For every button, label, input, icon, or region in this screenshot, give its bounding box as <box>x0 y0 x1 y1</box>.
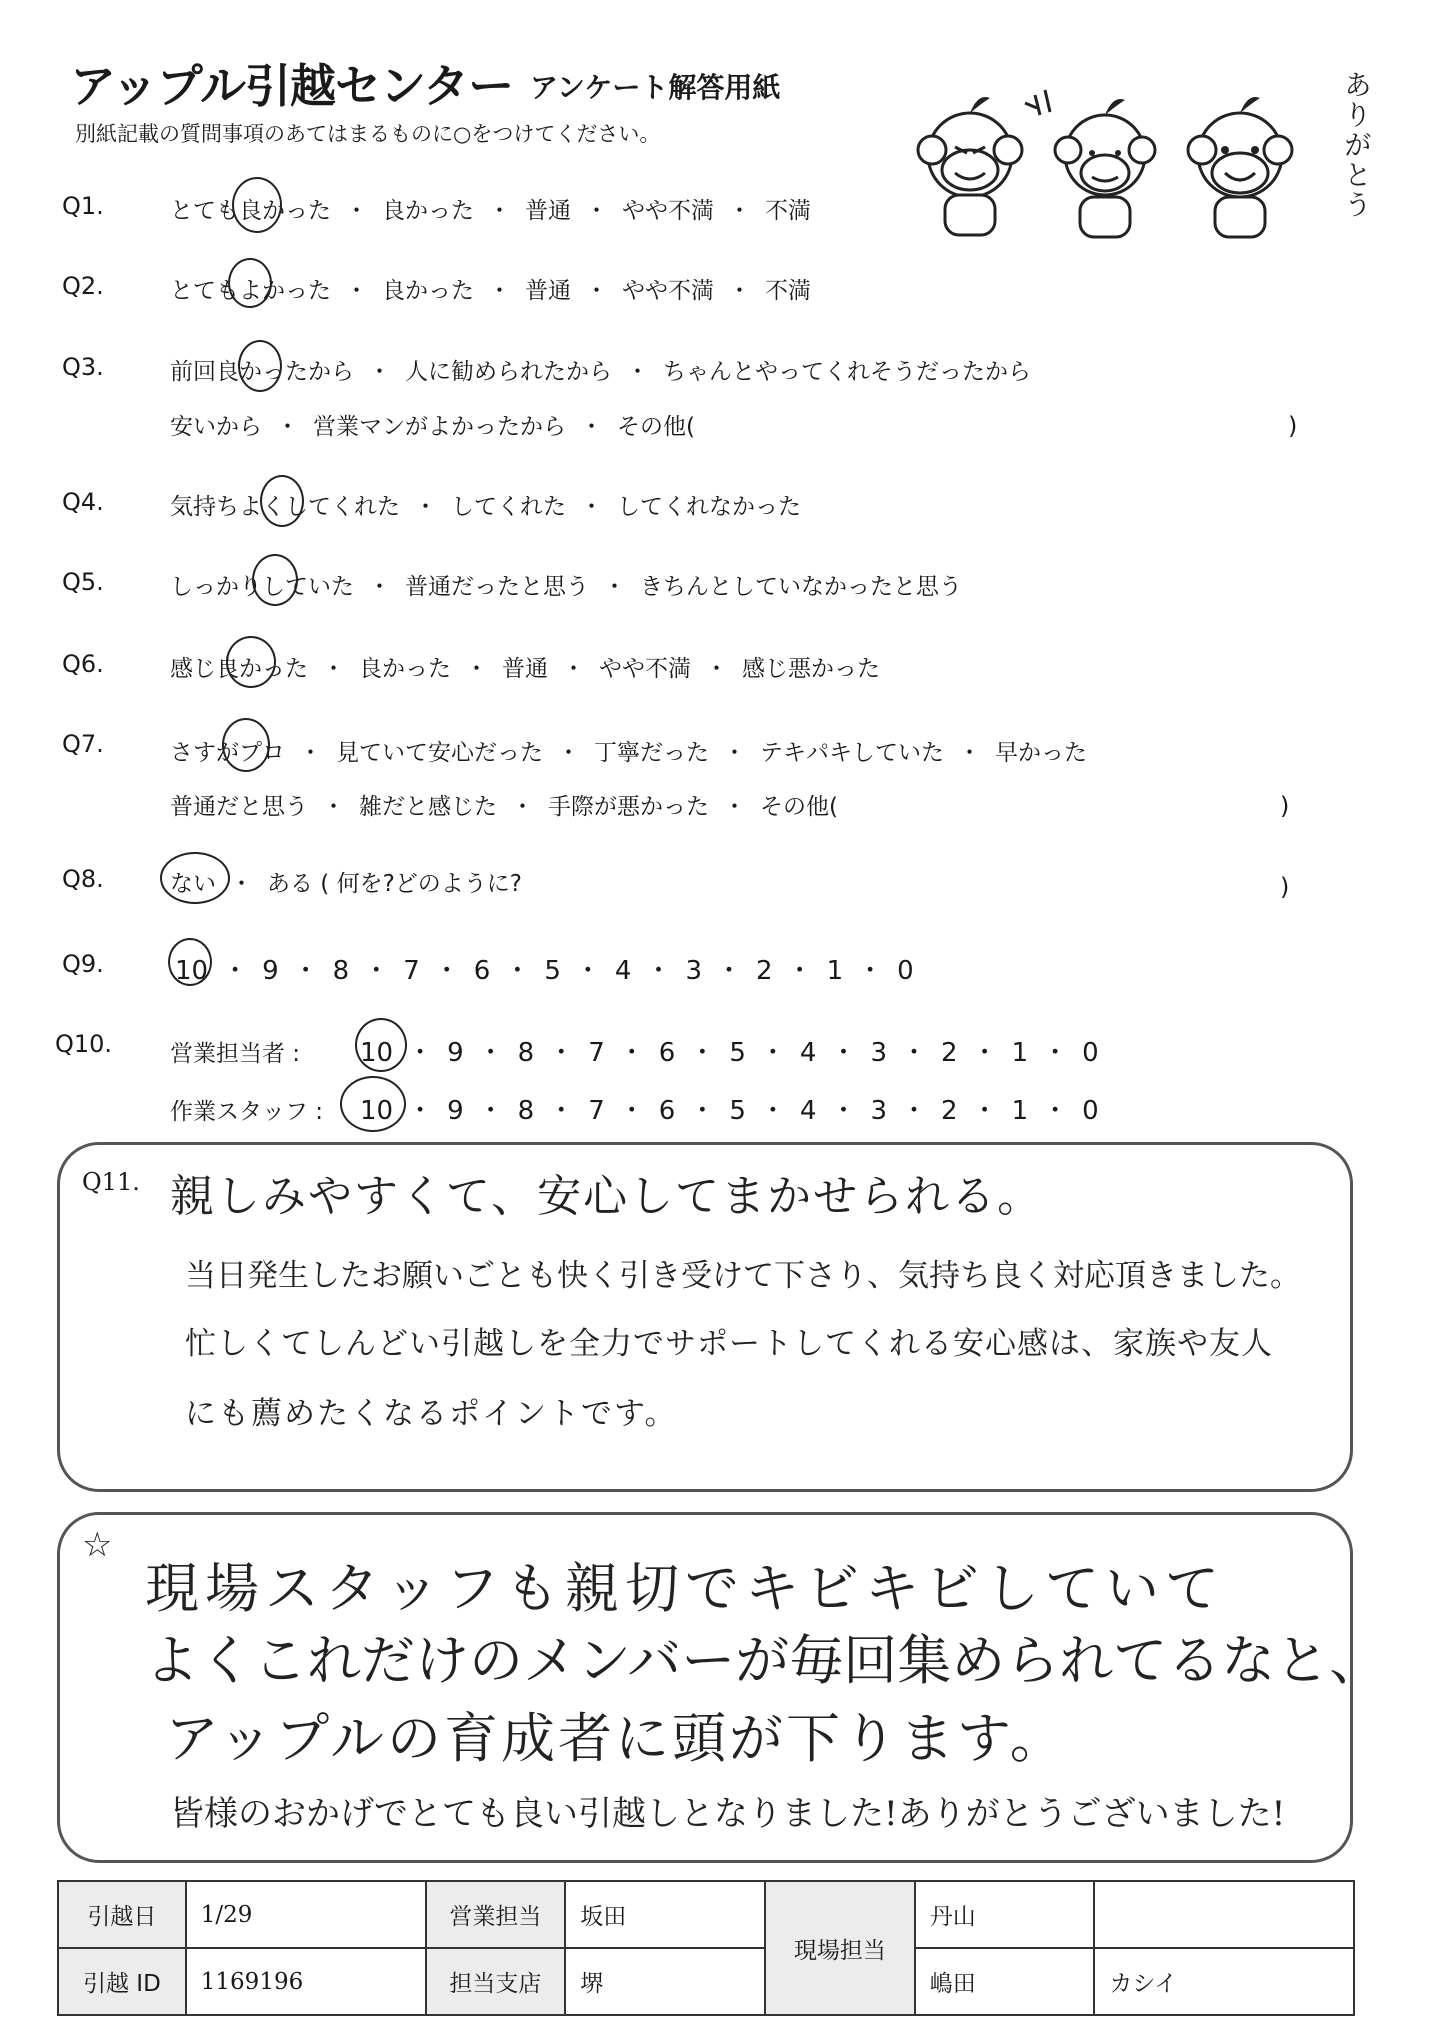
answer-circle <box>260 475 304 527</box>
q9-score[interactable]: 5 <box>544 956 561 986</box>
q1-option[interactable]: 良かった <box>382 198 474 224</box>
q2-option[interactable]: 不満 <box>765 278 811 304</box>
form-subtitle: アンケート解答用紙 <box>530 71 781 104</box>
q2-option[interactable]: とてもよかった <box>170 278 331 304</box>
q3-options-line1 <box>170 353 1031 386</box>
separator: ・ <box>618 1096 645 1126</box>
q7-option[interactable]: さすがプロ <box>170 740 285 766</box>
branch-label: 担当支店 <box>426 1948 566 2015</box>
separator: ・ <box>548 1038 575 1068</box>
site-manager-value: 丹山 <box>915 1881 1095 1948</box>
separator: ・ <box>368 359 391 385</box>
separator: ・ <box>830 1038 857 1068</box>
answer-circle <box>355 1018 407 1072</box>
q10-staff-score[interactable]: 0 <box>1082 1096 1099 1126</box>
q10-sales-score[interactable]: 6 <box>658 1038 676 1068</box>
separator: ・ <box>488 198 511 224</box>
move-id-label: 引越 ID <box>58 1948 186 2015</box>
separator: ・ <box>322 656 345 682</box>
q2-option[interactable]: 普通 <box>525 278 571 304</box>
q4-option[interactable]: してくれた <box>451 494 566 520</box>
q9-score[interactable]: 7 <box>403 956 420 986</box>
sales-rep-value: 坂田 <box>565 1881 765 1948</box>
separator: ・ <box>414 494 437 520</box>
separator: ・ <box>488 278 511 304</box>
move-id-value: 1169196 <box>186 1948 426 2015</box>
star-mark: ☆ <box>82 1525 113 1565</box>
move-info-table <box>57 1880 1355 2016</box>
q7-option[interactable]: 手際が悪かった <box>548 794 709 820</box>
q10-sales-score[interactable]: 3 <box>870 1038 888 1068</box>
q10-staff-score[interactable]: 8 <box>517 1096 535 1126</box>
separator: ・ <box>626 359 649 385</box>
separator: ・ <box>857 956 884 986</box>
q7-option[interactable]: 早かった <box>995 740 1087 766</box>
q4-option[interactable]: 気持ちよくしてくれた <box>170 494 400 520</box>
q9-scale <box>175 950 914 987</box>
q4-option[interactable]: してくれなかった <box>617 494 801 520</box>
separator: ・ <box>407 1096 434 1126</box>
move-date-value: 1/29 <box>186 1881 426 1948</box>
q9-score[interactable]: 9 <box>262 956 279 986</box>
q10-sales-score[interactable]: 2 <box>941 1038 958 1068</box>
separator: ・ <box>477 1038 504 1068</box>
answer-circle <box>222 718 270 772</box>
separator: ・ <box>465 656 488 682</box>
q5-option[interactable]: きちんとしていなかったと思う <box>640 574 962 600</box>
q10-staff-score[interactable]: 2 <box>941 1096 958 1126</box>
answer-circle <box>160 852 230 904</box>
q3-option[interactable]: 前回良かったから <box>170 359 354 385</box>
separator: ・ <box>574 956 601 986</box>
star-comment-line: よくこれだけのメンバーが毎回集められてるなと、 <box>145 1629 1384 1692</box>
q6-option[interactable]: 良かった <box>359 656 451 682</box>
answer-circle <box>340 1076 406 1132</box>
q9-score[interactable]: 4 <box>614 956 632 986</box>
q1-option[interactable]: やや不満 <box>622 198 714 224</box>
q7-option[interactable]: 見ていて安心だった <box>336 740 543 766</box>
q3-label: Q3. <box>62 353 104 381</box>
q10-sales-score[interactable]: 8 <box>517 1038 535 1068</box>
answer-circle <box>232 177 282 233</box>
q5-option[interactable]: しっかりしていた <box>170 574 354 600</box>
q7-option[interactable]: 普通だと思う <box>170 794 308 820</box>
q10-staff-score[interactable]: 5 <box>729 1096 746 1126</box>
brand-title: アップル引越センター <box>70 59 514 113</box>
q10-staff-score[interactable]: 4 <box>799 1096 817 1126</box>
separator: ・ <box>276 414 299 440</box>
q7-label: Q7. <box>62 730 104 758</box>
separator: ・ <box>759 1096 786 1126</box>
q10-staff-score[interactable]: 7 <box>588 1096 605 1126</box>
closing-paren: ) <box>1280 873 1290 901</box>
sales-rep-label: 営業担当 <box>426 1881 566 1948</box>
q11-comment-line: にも薦めたくなるポイントです。 <box>185 1396 678 1432</box>
star-comment-line: 現場スタッフも親切でキビキビしていて <box>145 1557 1225 1620</box>
q7-option[interactable]: 丁寧だった <box>594 740 709 766</box>
separator: ・ <box>723 740 746 766</box>
q10-staff-score[interactable]: 1 <box>1011 1096 1029 1126</box>
q1-label: Q1. <box>62 192 104 220</box>
answer-circle <box>228 258 272 308</box>
q11-label: Q11. <box>82 1168 140 1196</box>
q1-option[interactable]: 不満 <box>765 198 811 224</box>
closing-paren: ) <box>1288 412 1298 440</box>
separator: ・ <box>645 956 672 986</box>
site-manager-label: 現場担当 <box>765 1881 915 2015</box>
q10-staff-score[interactable]: 9 <box>447 1096 464 1126</box>
q7-option[interactable]: その他( <box>760 794 838 820</box>
q10-label: Q10. <box>55 1030 113 1058</box>
q9-score[interactable]: 10 <box>175 956 209 986</box>
separator: ・ <box>723 794 746 820</box>
separator: ・ <box>511 794 534 820</box>
q6-label: Q6. <box>62 650 104 678</box>
q3-options-line2 <box>170 408 695 441</box>
q9-score[interactable]: 2 <box>756 956 773 986</box>
answer-circle <box>226 636 276 688</box>
q9-score[interactable]: 8 <box>332 956 350 986</box>
separator: ・ <box>705 656 728 682</box>
q1-option[interactable]: 普通 <box>525 198 571 224</box>
q9-score[interactable]: 0 <box>897 956 914 986</box>
answer-circle <box>238 340 282 392</box>
branch-value: 堺 <box>565 1948 765 2015</box>
q5-option[interactable]: 普通だったと思う <box>405 574 589 600</box>
site-manager-value: 嶋田 <box>915 1948 1095 2015</box>
separator: ・ <box>901 1096 928 1126</box>
site-manager-value: カシイ <box>1094 1948 1354 2015</box>
separator: ・ <box>716 956 743 986</box>
q3-option[interactable]: 営業マンがよかったから <box>313 414 566 440</box>
separator: ・ <box>562 656 585 682</box>
separator: ・ <box>958 740 981 766</box>
q2-label: Q2. <box>62 272 104 300</box>
separator: ・ <box>345 198 368 224</box>
separator: ・ <box>580 414 603 440</box>
separator: ・ <box>504 956 531 986</box>
move-date-label: 引越日 <box>58 1881 186 1948</box>
q4-label: Q4. <box>62 488 104 516</box>
q8-option[interactable]: ない <box>170 871 216 897</box>
separator: ・ <box>368 574 391 600</box>
separator: ・ <box>292 956 319 986</box>
separator: ・ <box>1042 1038 1069 1068</box>
q9-score[interactable]: 6 <box>473 956 491 986</box>
separator: ・ <box>689 1096 716 1126</box>
separator: ・ <box>230 871 253 897</box>
q5-label: Q5. <box>62 568 104 596</box>
star-comment-line: 皆様のおかげでとても良い引越しとなりました!ありがとうございました! <box>170 1794 1286 1834</box>
q11-comment-line: 親しみやすくて、安心してまかせられる。 <box>170 1171 1044 1222</box>
q10-staff-row <box>170 1090 1099 1127</box>
separator: ・ <box>363 956 390 986</box>
separator: ・ <box>580 494 603 520</box>
q10-sales-score[interactable]: 9 <box>447 1038 464 1068</box>
q10-sales-score[interactable]: 5 <box>729 1038 746 1068</box>
separator: ・ <box>830 1096 857 1126</box>
mascot-caption: ありがとう <box>1340 70 1373 220</box>
q3-option[interactable]: 人に勧められたから <box>405 359 612 385</box>
q10-staff-score[interactable]: 3 <box>870 1096 888 1126</box>
separator: ・ <box>786 956 813 986</box>
separator: ・ <box>557 740 580 766</box>
separator: ・ <box>971 1096 998 1126</box>
q7-options-line2 <box>170 788 838 821</box>
answer-circle <box>252 554 298 606</box>
separator: ・ <box>689 1038 716 1068</box>
separator: ・ <box>585 278 608 304</box>
separator: ・ <box>477 1096 504 1126</box>
q6-option[interactable]: 感じ悪かった <box>742 656 880 682</box>
separator: ・ <box>971 1038 998 1068</box>
q9-label: Q9. <box>62 950 104 978</box>
separator: ・ <box>322 794 345 820</box>
separator: ・ <box>407 1038 434 1068</box>
q7-option[interactable]: テキパキしていた <box>760 740 944 766</box>
separator: ・ <box>548 1096 575 1126</box>
separator: ・ <box>603 574 626 600</box>
mascot-illustration <box>880 55 1350 245</box>
separator: ・ <box>1042 1096 1069 1126</box>
q7-options-line1 <box>170 734 1087 767</box>
q10-staff-score[interactable]: 6 <box>658 1096 676 1126</box>
q9-score[interactable]: 3 <box>685 956 703 986</box>
q6-option[interactable]: 感じ良かった <box>170 656 308 682</box>
q2-option[interactable]: 良かった <box>382 278 474 304</box>
separator: ・ <box>759 1038 786 1068</box>
separator: ・ <box>585 198 608 224</box>
q8-label: Q8. <box>62 865 104 893</box>
q10-sales-row <box>170 1032 1099 1069</box>
separator: ・ <box>299 740 322 766</box>
separator: ・ <box>433 956 460 986</box>
separator: ・ <box>345 278 368 304</box>
instructions: 別紙記載の質問事項のあてはまるものに○をつけてください。 <box>75 122 661 146</box>
q8-option[interactable]: ある ( 何を?どのように? <box>267 871 523 897</box>
q10-sales-label: 営業担当者 : <box>170 1041 301 1067</box>
q10-sales-score[interactable]: 0 <box>1082 1038 1099 1068</box>
q9-score[interactable]: 1 <box>826 956 844 986</box>
star-comment-line: アップルの育成者に頭が下ります。 <box>165 1707 1067 1770</box>
q10-staff-label: 作業スタッフ : <box>170 1099 324 1125</box>
q10-sales-score[interactable]: 4 <box>799 1038 817 1068</box>
q3-option[interactable]: 安いから <box>170 414 262 440</box>
q10-staff-score[interactable]: 10 <box>360 1096 394 1126</box>
q10-sales-score[interactable]: 10 <box>360 1038 394 1068</box>
q11-comment-line: 当日発生したお願いごとも快く引き受けて下さり、気持ち良く対応頂きました。 <box>185 1258 1301 1294</box>
q6-option[interactable]: 普通 <box>502 656 548 682</box>
separator: ・ <box>728 278 751 304</box>
separator: ・ <box>728 198 751 224</box>
q3-option[interactable]: ちゃんとやってくれそうだったから <box>663 359 1031 385</box>
separator: ・ <box>901 1038 928 1068</box>
q6-options <box>170 650 880 683</box>
site-manager-extra <box>1094 1881 1354 1948</box>
separator: ・ <box>618 1038 645 1068</box>
separator: ・ <box>222 956 249 986</box>
closing-paren: ) <box>1280 792 1290 820</box>
q7-option[interactable]: 雑だと感じた <box>359 794 497 820</box>
q10-sales-score[interactable]: 1 <box>1011 1038 1029 1068</box>
q10-sales-score[interactable]: 7 <box>588 1038 605 1068</box>
answer-circle <box>168 938 212 986</box>
q3-option[interactable]: その他( <box>617 414 695 440</box>
q11-comment-line: 忙しくてしんどい引越しを全力でサポートしてくれる安心感は、家族や友人 <box>185 1326 1273 1362</box>
q1-option[interactable]: とても良かった <box>170 198 331 224</box>
q2-option[interactable]: やや不満 <box>622 278 714 304</box>
q6-option[interactable]: やや不満 <box>599 656 691 682</box>
